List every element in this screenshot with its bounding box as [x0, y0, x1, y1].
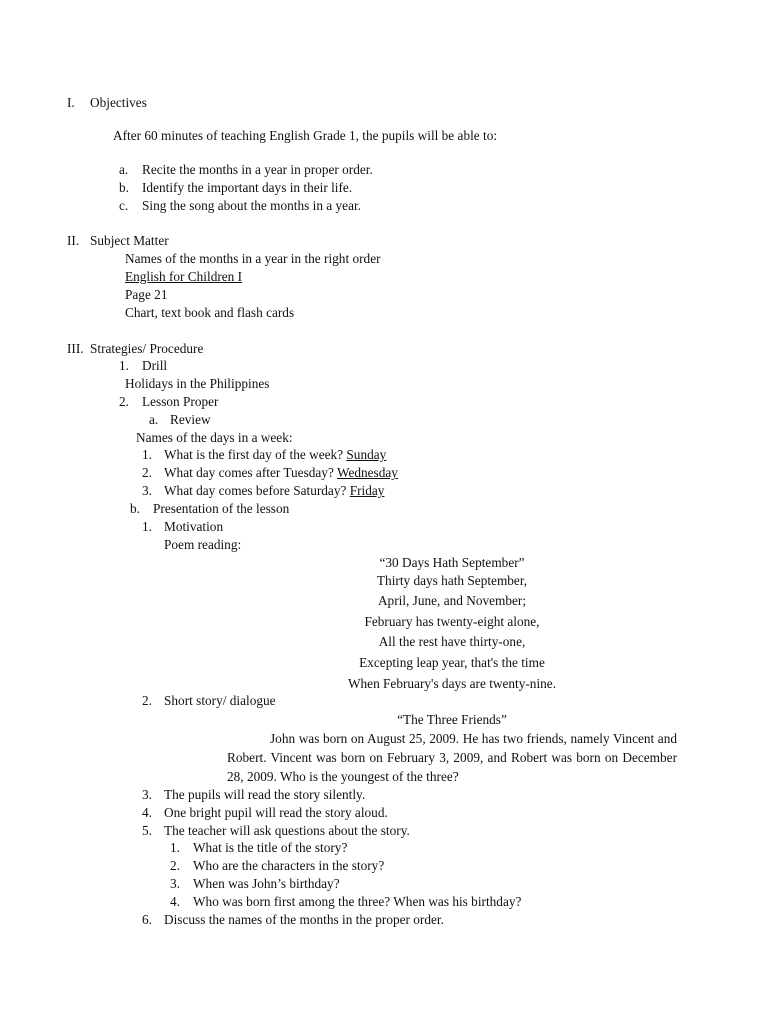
list-marker: b.	[119, 180, 129, 195]
list-marker: a.	[119, 162, 129, 177]
review-answer: Friday	[349, 483, 385, 498]
list-marker: 1.	[142, 447, 152, 462]
list-marker: 4.	[142, 805, 152, 820]
objectives-intro: After 60 minutes of teaching English Grade 1, the pupils will be able to:	[113, 128, 498, 143]
presentation-label: Presentation of the lesson	[153, 501, 290, 516]
section-heading-objectives: Objectives	[90, 95, 147, 110]
story-title: “The Three Friends”	[397, 712, 507, 727]
drill-label: Drill	[142, 358, 168, 373]
review-question-text: What is the first day of the week?	[164, 447, 344, 462]
list-marker: 5.	[142, 823, 152, 838]
list-marker: 3.	[142, 483, 152, 498]
list-marker: 4.	[170, 894, 180, 909]
lesson-proper-label: Lesson Proper	[142, 394, 219, 409]
list-marker: 2.	[170, 858, 180, 873]
subject-reference: English for Children I	[125, 269, 243, 284]
poem-line: February has twenty-eight alone,	[364, 614, 540, 629]
motivation-label: Motivation	[164, 519, 224, 534]
procedure-step: One bright pupil will read the story aloud.	[164, 805, 388, 820]
procedure-step: Discuss the names of the months in the proper order.	[164, 912, 444, 927]
section-number: II.	[67, 233, 80, 248]
story-question: When was John’s birthday?	[193, 876, 340, 891]
poem-line: Thirty days hath September,	[376, 573, 528, 588]
review-label: Review	[170, 412, 211, 427]
section-number: I.	[67, 95, 75, 110]
objective-item: Identify the important days in their life.	[142, 180, 353, 195]
poem-title: “30 Days Hath September”	[379, 555, 525, 570]
poem-line: April, June, and November;	[377, 593, 527, 608]
story-question: Who was born first among the three? When was his birthday?	[193, 894, 522, 909]
story-question: Who are the characters in the story?	[193, 858, 385, 873]
poem-line: All the rest have thirty-one,	[378, 634, 526, 649]
review-question-text: What day comes after Tuesday?	[164, 465, 334, 480]
review-question	[164, 447, 386, 463]
list-marker: 1.	[170, 840, 180, 855]
short-story-label: Short story/ dialogue	[164, 693, 276, 708]
motivation-sub: Poem reading:	[164, 537, 242, 552]
list-marker: b.	[130, 501, 140, 516]
objective-item: Recite the months in a year in proper order.	[142, 162, 373, 177]
poem-line: Excepting leap year, that's the time	[359, 655, 545, 670]
list-marker: 2.	[119, 394, 129, 409]
review-answer: Sunday	[346, 447, 387, 462]
story-paragraph: John was born on August 25, 2009. He has two friends, namely Vincent and Robert. Vincent was born on February 3, 2009, and Robert was born on December 28, 2009. Who is the youngest of the three?	[227, 731, 677, 784]
section-heading-strategies: Strategies/ Procedure	[90, 341, 204, 356]
list-marker: 6.	[142, 912, 152, 927]
list-marker: 3.	[170, 876, 180, 891]
drill-text: Holidays in the Philippines	[125, 376, 270, 391]
section-heading-subject-matter: Subject Matter	[90, 233, 169, 248]
list-marker: 2.	[142, 693, 152, 708]
review-intro: Names of the days in a week:	[136, 430, 293, 445]
list-marker: a.	[149, 412, 159, 427]
story-question: What is the title of the story?	[193, 840, 348, 855]
list-marker: 3.	[142, 787, 152, 802]
subject-page: Page 21	[125, 287, 168, 302]
procedure-step: The teacher will ask questions about the story.	[164, 823, 410, 838]
list-marker: 2.	[142, 465, 152, 480]
subject-materials: Chart, text book and flash cards	[125, 305, 295, 320]
list-marker: 1.	[142, 519, 152, 534]
review-question-text: What day comes before Saturday?	[164, 483, 347, 498]
subject-topic: Names of the months in a year in the right order	[125, 251, 381, 266]
objective-item: Sing the song about the months in a year.	[142, 198, 362, 213]
list-marker: c.	[119, 198, 129, 213]
review-question	[164, 465, 398, 481]
review-question	[164, 483, 384, 499]
poem-line: When February's days are twenty-nine.	[347, 676, 557, 691]
list-marker: 1.	[119, 358, 129, 373]
review-answer: Wednesday	[336, 465, 398, 480]
procedure-step: The pupils will read the story silently.	[164, 787, 366, 802]
section-number: III.	[67, 341, 84, 356]
